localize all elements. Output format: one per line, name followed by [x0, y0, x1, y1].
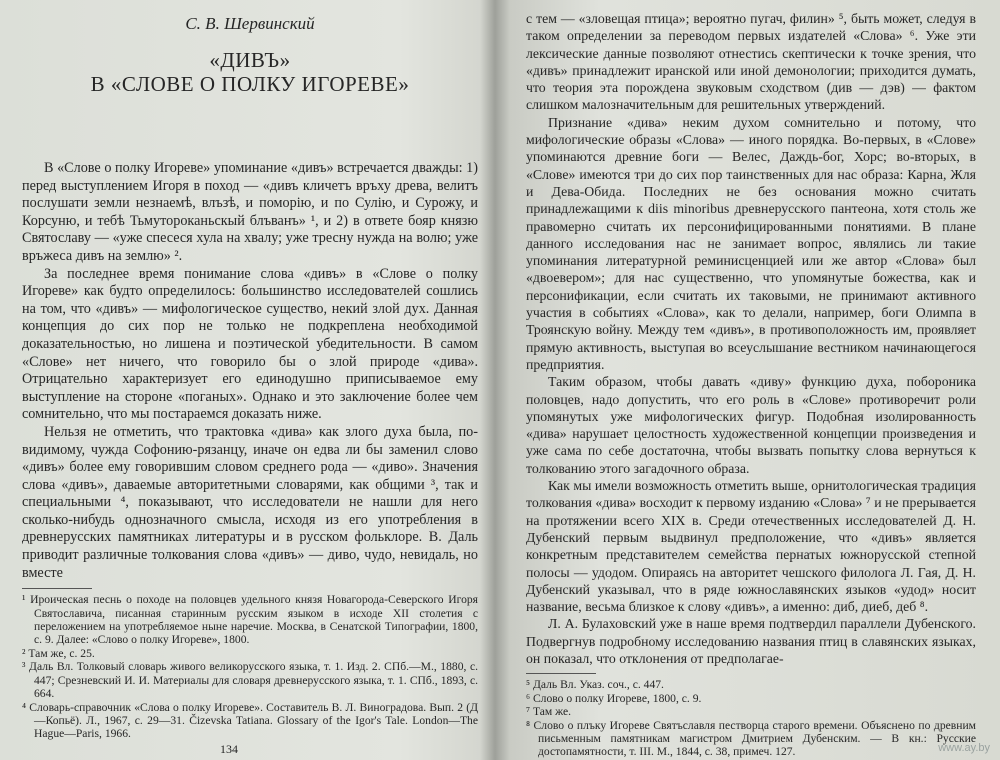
footnote: ¹ Ироическая песнь о походе на половцев удельного князя Новагорода-Северского Игоря Святославича, писанная старинным русским языком в исходе XII столетия с переложением на употребляемое ныне наречие. Москва, в Сенатской Типографии, 1800, с. 9. Далее: «Слово о полку Игореве», 1800.: [22, 593, 478, 647]
article-title: [22, 48, 478, 96]
paragraph: Нельзя не отметить, что трактовка «дива» как злого духа была, по-видимому, чужда Софонию-рязанцу, иначе он едва ли бы заменил слово «дивъ» более ему говорившим словом среднего рода — «диво». Значения слова «дивъ», даваемые авторитетными словарями, как общими ³, так и специальными ⁴, показывают, что исследователи не нашли для него сколько-нибудь однозначного смысла, исходя из его употребления в древнерусских памятниках литературы и в русском фольклоре. В. Даль приводит различные толкования слова «дивъ» — диво, чудо, невидаль, но вместе: [22, 423, 478, 581]
left-page: [0, 0, 494, 760]
paragraph: Таким образом, чтобы давать «диву» функцию духа, побороника половцев, надо допустить, что его роль в «Слове» противоречит роли упомянутых уже мифологических фигур. Подобная изолированность «дива» нарушает целостность художественной концепции произведения и уже сама по себе достаточна, чтобы вызвать попытку слова вернуться к толкованию этого загадочного образа.: [526, 374, 976, 476]
paragraph: В «Слове о полку Игореве» упоминание «дивъ» встречается дважды: 1) перед выступлением Игоря в поход — «дивъ кличетъ връху древа, велитъ послушати земли незнаемѣ, влъзѣ, и поморію, и по Сулію, и Сурожу, и Корсуню, и тебѣ Тьмутороканьскый блъванъ» ¹, и 2) в ответе бояр князю Святославу — «уже спесеся хула на хвалу; уже тресну нужда на волю; уже връжеса дивъ на землю» ².: [22, 160, 478, 264]
footnote: ² Там же, с. 25.: [22, 646, 95, 660]
paragraph: с тем — «зловещая птица»; вероятно пугач, филин» ⁵, быть может, следуя в таком определении за переводом первых издателей «Слова» ⁶. Уже эти лексические данные позволяют отнестись скептически к точке зрения, что «дивъ» принадлежит иранской или иной демонологии; приходится думать, что теория эта порождена звуковым сходством (див — дэв) — фактом слишком малозначительным для решительных утверждений.: [526, 11, 976, 113]
paragraph: За последнее время понимание слова «дивъ» в «Слове о полку Игореве» как будто определилось: большинство исследователей сошлись на том, что «дивъ» — мифологическое существо, некий злой дух. Данная концепция до сих пор не только не подкреплена необходимой доказательностью, но лишена и поэтической убедительности. В самом «Слове» нет ничего, что говорило бы о злой природе «дива». Отрицательно характеризует его единодушно приписываемое ему выступление на стороне «поганых». Однако и это заключение более чем сомнительно, что мы постараемся доказать ниже.: [22, 265, 478, 423]
page-number: 134: [220, 742, 238, 756]
right-page: [506, 0, 1000, 760]
footnote: ⁶ Слово о полку Игореве, 1800, с. 9.: [526, 691, 702, 705]
footnote: ⁴ Словарь-справочник «Слова о полку Игореве». Составитель В. Л. Виноградова. Вып. 2 (Д—Копьё). Л., 1967, с. 29—31. Čizevska Tatiana. Glossary of the Igor's Tale. London—The Hague—Paris, 1966.: [22, 700, 478, 741]
title-line-1: «ДИВЪ»: [209, 48, 291, 72]
footnote-divider: [22, 588, 92, 589]
title-line-2: В «СЛОВЕ О ПОЛКУ ИГОРЕВЕ»: [90, 72, 410, 96]
paragraph: Л. А. Булаховский уже в наше время подтвердил параллели Дубенского. Подвергнув подробному исследованию названия птиц в славянских языках, он показал, что отклонения от предполагае-: [526, 616, 976, 666]
watermark: www.ay.by: [938, 742, 990, 754]
author: С. В. Шервинский: [185, 14, 315, 33]
footnote: ³ Даль Вл. Толковый словарь живого великорусского языка, т. 1. Изд. 2. СПб.—М., 1880, с. 447; Срезневский И. И. Материалы для словаря древнерусского языка, т. 1. СПб., 1893, с. 664.: [22, 660, 478, 701]
footnote: ⁵ Даль Вл. Указ. соч., с. 447.: [526, 678, 664, 692]
footnote: ⁸ Слово о плъку Игореве Святъславля пестворца старого времени. Объяснено по древним письменным памятникам магистром Дмитрием Дубенским. — В кн.: Русские достопамятности, т. III. М., 1844, с. 38, примеч. 127.: [526, 718, 976, 759]
footnote: ⁷ Там же.: [526, 705, 572, 719]
paragraph: Признание «дива» неким духом сомнительно и потому, что мифологические образы «Слова» — иного порядка. Во-первых, в «Слове» упоминаются древние боги — Велес, Даждь-бог, Хорс; во-вторых, в «Слове» имеются три до сих пор таинственных для нас образа: Карна, Жля и Дева-Обида. Последних не без основания можно считать принадлежащими к diis minoribus древнерусского пантеона, хотя столь же правомерно считать их персонифицированными понятиями. В плане данного исследования нас не занимает вопрос, являлись ли такие упоминания литературной реминисценцией или же автор «Слова» был «двоевером»; для нас существенно, что упомянутые божества, как и персонификации, если считать их таковыми, не принимают активного участия в событиях «Слова», как то делали, например, боги Олимпа в Троянскую войну. Между тем «дивъ», в противоположность им, проявляет прямую активность, выступая во всеуслышание вестником начинающегося предприятия.: [526, 114, 976, 372]
footnote-divider: [526, 673, 596, 674]
paragraph: Как мы имели возможность отметить выше, орнитологическая традиция толкования «дива» восходит к первому изданию «Слова» ⁷ и не прерывается на протяжении всего XIX в. Среди отечественных исследователей Д. Н. Дубенский первым выдвинул предположение, что «дивъ» является конкретным представителем семейства пернатых южнорусской степной полосы — удодом. Опираясь на авторитет чешского филолога Л. Гая, Д. Н. Дубенский указывал, что в ряде южнославянских языков «удод» носит название, весьма близкое к слову «дивъ», а именно: диб, диеб, деб ⁸.: [526, 478, 976, 615]
